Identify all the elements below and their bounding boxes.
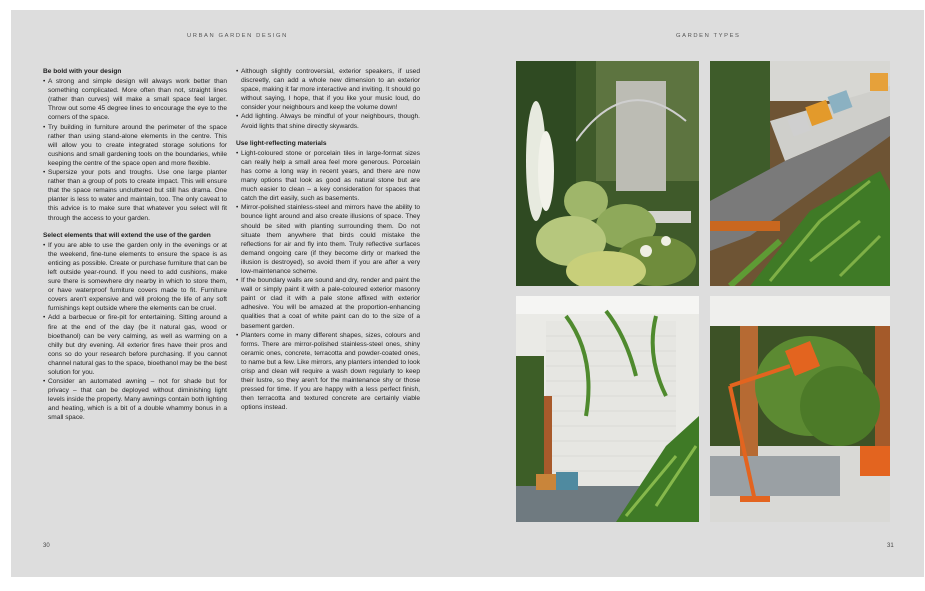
- page-number-right: 31: [887, 543, 894, 549]
- garden-photo-foxgloves-seat: [516, 61, 699, 286]
- text-column-1: [43, 67, 227, 423]
- garden-photo-white-brick-wall: [516, 296, 699, 522]
- list-item: • If you are able to use the garden only in the evenings or at the weekend, fine-tune elements to ensure the space is as enticing as possible. Create or purchase furniture that can be left outside year-round. If you need to add cushions, make sure there is somewhere dry nearby in which to store them, or have waterproof furniture covers made to fit. Furniture covers aren't expensive and will prolong the life of any soft furnishings kept outside where the elements can be cruel.: [43, 241, 227, 314]
- list-item: • Light-coloured stone or porcelain tiles in large-format sizes can really help a small area feel more generous. Porcelain has come a long way in recent years, and there are now many options that look as good as natural stone but are much easier to clean – a key consideration for spaces that catch the dirt easily, such as basements.: [236, 149, 420, 204]
- text-column-2: [236, 67, 420, 412]
- list-item: • Try building in furniture around the perimeter of the space rather than using stand-alone elements in the centre. This will allow you to create integrated storage solutions for cushions and small gardening tools on the boundaries, while keeping the centre of the space open and more flexible.: [43, 123, 227, 168]
- list-item: • Mirror-polished stainless-steel and mirrors have the ability to bounce light around and also create illusions of space. They should be sited with planting surrounding them. Do not situate them anywhere that birds could mistake the reflections for air and fly into them. Truly reflective surfaces demand ongoing care (if they become dirty or marked the illusion is destroyed), so avoid them if you are after a very low-maintenance scheme.: [236, 203, 420, 276]
- garden-photo-orange-lamp: [710, 296, 890, 522]
- list-item: • Planters come in many different shapes, sizes, colours and forms. There are mirror-polished stainless-steel ones, shiny ceramic ones, concrete, terracotta and powder-coated ones, to name but a few. Like mirrors, any planters intended to look crisp and clean will require a wash down regularly to keep their lustre, so they aren't for the maintenance shy or those pressed for time. If you are happy with a less perfect finish, then terracotta and textured concrete are certainly viable options instead.: [236, 331, 420, 413]
- list-item: • A strong and simple design will always work better than something complicated. More often than not, straight lines (rather than curves) will make a small space feel larger. Throw out some 45 degree lines to encourage the eye to the corners of the space.: [43, 77, 227, 122]
- running-head-left: URBAN GARDEN DESIGN: [187, 33, 288, 39]
- book-spread: [11, 10, 924, 577]
- section-heading: Be bold with your design: [43, 68, 122, 75]
- running-head-right: GARDEN TYPES: [676, 33, 741, 39]
- bullet-list: [236, 149, 420, 413]
- list-item: • Add a barbecue or fire-pit for entertaining. Sitting around a fire at the end of the day (be it natural gas, wood or bioethanol) can be very calming, as well as warming on a chilly but dry evening. All exterior fires have their pros and cons so do your research before purchasing. If you cannot channel natural gas to the space, bioethanol may be the best solution for you.: [43, 313, 227, 377]
- bullet-list: [43, 241, 227, 423]
- list-item: • Add lighting. Always be mindful of your neighbours, though. Avoid lights that shine directly skywards.: [236, 112, 420, 130]
- garden-photo-cushions-ferns: [710, 61, 890, 286]
- list-item: • Supersize your pots and troughs. Use one large planter rather than a group of pots to create impact. This will ensure that the space remains uncluttered but still has drama. One planter is less to water and maintain, too. The only caveat to this advice is to make sure that whatever you select will fit through the access to your garden.: [43, 168, 227, 223]
- list-item: • Although slightly controversial, exterior speakers, if used discreetly, can add a whole new dimension to an exterior space, making it far more interactive and inviting. It should go without saying, I hope, that if you like your music loud, do consider your neighbours and keep the volume down!: [236, 67, 420, 112]
- bullet-list: [236, 67, 420, 131]
- section-heading: Select elements that will extend the use of the garden: [43, 231, 211, 239]
- list-item: • If the boundary walls are sound and dry, render and paint the wall or simply paint it with a pale-coloured exterior masonry paint or clad it with a pale stone affixed with exterior adhesive. You will be amazed at the proportion-enhancing qualities that a coat of white paint can do to the size of a basement garden.: [236, 276, 420, 331]
- list-item: • Consider an automated awning – not for shade but for privacy – that can be deployed without diminishing light levels inside the property. Many awnings contain both lighting and heating, which is a bit of a double whammy bonus in a small space.: [43, 377, 227, 422]
- page-number-left: 30: [43, 543, 50, 549]
- bullet-list: [43, 77, 227, 223]
- section-heading: Use light-reflecting materials: [236, 139, 327, 147]
